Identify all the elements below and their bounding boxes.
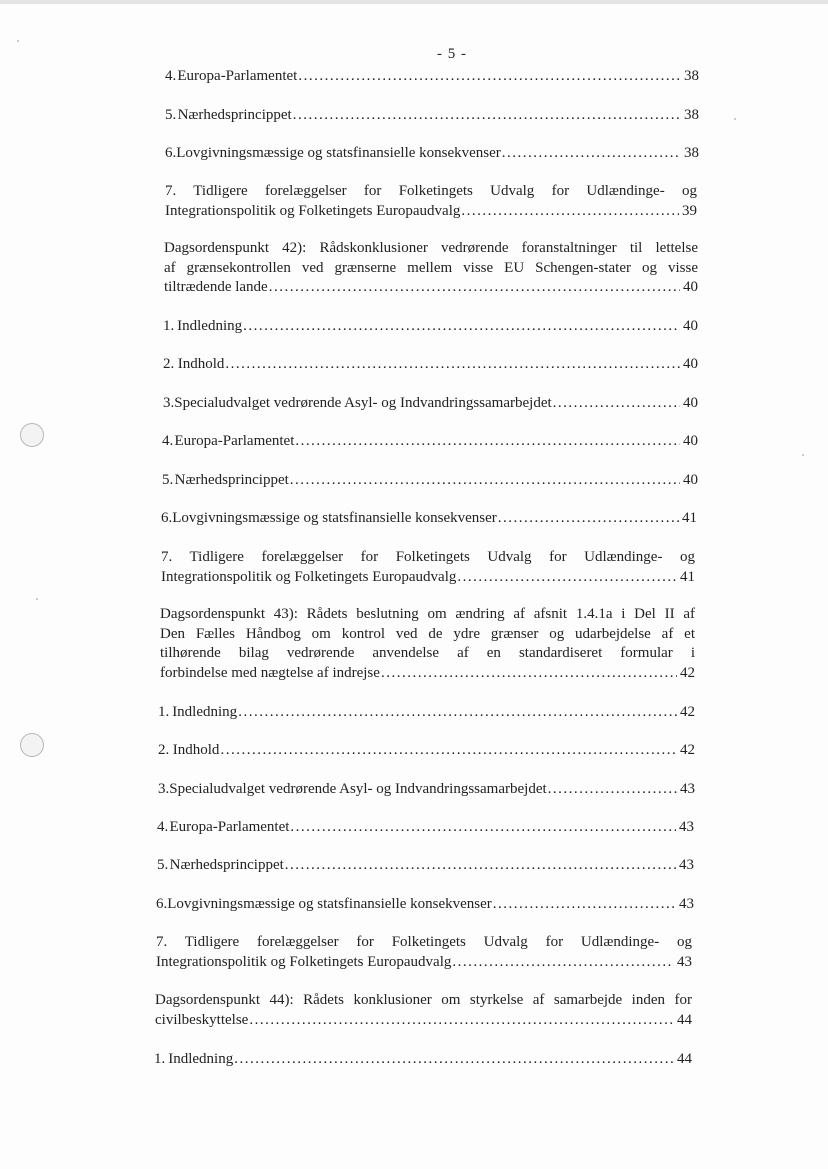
toc-entry-page: 44 xyxy=(677,1051,692,1067)
toc-entry-title: Lovgivningsmæssige og statsfinansielle konsekvenser xyxy=(172,510,497,526)
toc-leader-dots xyxy=(290,471,680,491)
toc-entry-number: 5. xyxy=(157,857,169,873)
toc-entry-number: 4. xyxy=(157,819,169,835)
toc-entry-line xyxy=(157,818,694,838)
toc-entry xyxy=(157,856,694,876)
toc-entry-line xyxy=(165,144,699,164)
toc-leader-dots xyxy=(249,1011,674,1031)
toc-entry-heading-line: Dagsordenspunkt 43): Rådets beslutning om ændring af afsnit 1.4.1a i Del II af xyxy=(160,606,695,622)
toc-entry-line xyxy=(158,741,695,761)
toc-entry xyxy=(162,471,698,491)
toc-entry-number: 2. xyxy=(163,356,175,372)
toc-entry-title: Lovgivningsmæssige og statsfinansielle konsekvenser xyxy=(176,145,501,161)
toc-entry-line xyxy=(163,355,698,375)
toc-entry-line xyxy=(162,471,698,491)
page-number: - 5 - xyxy=(437,46,467,62)
toc-entry-page: 43 xyxy=(680,781,695,797)
toc-entry-page: 42 xyxy=(680,704,695,720)
toc-entry-line xyxy=(162,432,698,452)
toc-leader-dots xyxy=(225,355,680,375)
toc-entry-title: civilbeskyttelse xyxy=(155,1011,249,1028)
toc-entry-number: 6. xyxy=(161,510,173,526)
toc-entry-page: 38 xyxy=(684,145,699,161)
toc-leader-dots xyxy=(493,895,676,915)
toc-entry-heading-line: tilhørende bilag vedrørende anvendelse af en standardiseret formular i xyxy=(160,645,695,661)
toc-entry-title: tiltrædende lande xyxy=(164,279,268,295)
toc-leader-dots xyxy=(285,856,676,876)
toc-leader-dots xyxy=(553,394,680,414)
toc-entry-page: 39 xyxy=(682,202,697,219)
toc-entry-number: 3. xyxy=(158,781,170,797)
toc-entry xyxy=(155,991,692,1030)
toc-entry-page: 43 xyxy=(679,819,694,835)
toc-entry xyxy=(158,741,695,761)
toc-entry-title: Nærhedsprincippet xyxy=(177,107,292,123)
toc-entry-line xyxy=(165,67,699,87)
toc-entry-page: 40 xyxy=(683,279,698,295)
toc-entry-title: Indledning xyxy=(168,1051,234,1067)
toc-leader-dots xyxy=(220,741,677,761)
toc-entry-title: Europa-Parlamentet xyxy=(174,433,295,449)
toc-entry-line xyxy=(157,856,694,876)
toc-entry-title: Europa-Parlamentet xyxy=(177,68,298,84)
toc-entry xyxy=(163,317,698,337)
toc-leader-dots xyxy=(243,317,680,337)
toc-entry-title: Europa-Parlamentet xyxy=(169,819,290,835)
toc-entry-line xyxy=(161,509,697,529)
toc-entry-page: 42 xyxy=(680,742,695,758)
toc-entry-page: 40 xyxy=(683,472,698,488)
toc-entry-heading-line: Den Fælles Håndbog om kontrol ved de ydre grænser og udarbejdelse af et xyxy=(160,625,695,642)
toc-entry-title: Indhold xyxy=(177,356,225,372)
toc-entry xyxy=(165,67,699,87)
toc-entry-page: 40 xyxy=(683,433,698,449)
toc-entry xyxy=(161,509,697,529)
toc-entry xyxy=(157,818,694,838)
toc-leader-dots xyxy=(548,780,677,800)
toc-entry-number: 6. xyxy=(156,896,168,912)
toc-leader-dots xyxy=(269,278,680,298)
toc-entry-page: 42 xyxy=(680,664,695,681)
toc-leader-dots xyxy=(238,703,677,723)
toc-leader-dots xyxy=(295,432,680,452)
toc-entry-number: 2. xyxy=(158,742,170,758)
toc-entry-heading-line: Dagsordenspunkt 42): Rådskonklusioner vedrørende foranstaltninger til lettelse xyxy=(164,240,698,256)
toc-entry-number: 4. xyxy=(162,433,174,449)
toc-entry-line xyxy=(158,703,695,723)
toc-entry-title: Nærhedsprincippet xyxy=(174,472,289,488)
toc-entry-lead-line: 7. Tidligere forelæggelser for Folketingets Udvalg for Udlændinge- og xyxy=(156,934,692,950)
toc-entry-page: 41 xyxy=(682,510,697,526)
toc-entry-lead-line: 7. Tidligere forelæggelser for Folketingets Udvalg for Udlændinge- og xyxy=(161,549,695,565)
toc-entry-line xyxy=(165,202,697,222)
toc-entry-title: Integrationspolitik og Folketingets Europaudvalg xyxy=(156,953,452,970)
toc-leader-dots xyxy=(293,106,681,126)
toc-entry-title: Integrationspolitik og Folketingets Europaudvalg xyxy=(161,568,457,585)
toc-entry-title: Specialudvalget vedrørende Asyl- og Indvandringssamarbejdet xyxy=(169,781,547,797)
toc-entry-page: 43 xyxy=(679,857,694,873)
toc-entry-number: 4. xyxy=(165,68,177,84)
toc-entry-number: 6. xyxy=(165,145,177,161)
toc-entry-line xyxy=(161,568,695,588)
toc-entry-title: Integrationspolitik og Folketingets Europaudvalg xyxy=(165,202,461,219)
toc-entry-number: 3. xyxy=(163,395,175,411)
toc-entry xyxy=(165,182,697,221)
toc-leader-dots xyxy=(234,1050,674,1070)
toc-entry-line xyxy=(163,394,698,414)
toc-entry-number: 1. xyxy=(163,318,175,334)
toc-entry xyxy=(164,239,698,298)
toc-entry xyxy=(163,355,698,375)
toc-entry-number: 5. xyxy=(165,107,177,123)
toc-entry-lead-line: 7. Tidligere forelæggelser for Folketingets Udvalg for Udlændinge- og xyxy=(165,183,697,199)
toc-entry-page: 43 xyxy=(679,896,694,912)
toc-entry-title: Specialudvalget vedrørende Asyl- og Indvandringssamarbejdet xyxy=(174,395,552,411)
toc-entry-title: Lovgivningsmæssige og statsfinansielle konsekvenser xyxy=(167,896,492,912)
toc-entry-line xyxy=(155,1011,692,1031)
toc-entry-line xyxy=(163,317,698,337)
toc-entry-line xyxy=(165,106,699,126)
toc-entry-number: 1. xyxy=(158,704,170,720)
toc-entry-page: 40 xyxy=(683,356,698,372)
toc-entry-page: 38 xyxy=(684,68,699,84)
toc-entry-line xyxy=(160,664,695,684)
toc-entry-title: Indledning xyxy=(177,318,243,334)
toc-entry xyxy=(162,432,698,452)
toc-leader-dots xyxy=(381,664,677,684)
toc-entry xyxy=(158,780,695,800)
toc-entry xyxy=(156,933,692,972)
toc-leader-dots xyxy=(502,144,681,164)
toc-entry-number: 1. xyxy=(154,1051,166,1067)
toc-leader-dots xyxy=(452,953,674,973)
toc-leader-dots xyxy=(461,202,679,222)
toc-entry xyxy=(154,1050,692,1070)
toc-entry xyxy=(161,548,695,587)
toc-entry-number: 5. xyxy=(162,472,174,488)
toc-entry-title: Indhold xyxy=(172,742,220,758)
toc-entry-title: Nærhedsprincippet xyxy=(169,857,284,873)
toc-entry-page: 40 xyxy=(683,318,698,334)
toc-entry xyxy=(165,106,699,126)
toc-entry xyxy=(156,895,694,915)
toc-leader-dots xyxy=(457,568,677,588)
toc-entry-heading-line: Dagsordenspunkt 44): Rådets konklusioner om styrkelse af samarbejde inden for xyxy=(155,992,692,1008)
toc-entry xyxy=(165,144,699,164)
toc-entry xyxy=(163,394,698,414)
toc-entry-heading-line: af grænsekontrollen ved grænserne mellem visse EU Schengen-stater og visse xyxy=(164,259,698,276)
toc-entry-page: 38 xyxy=(684,107,699,123)
toc-entry-page: 44 xyxy=(677,1011,692,1028)
toc-entry-page: 41 xyxy=(680,568,695,585)
toc-entry-title: forbindelse med nægtelse af indrejse xyxy=(160,664,380,681)
toc-leader-dots xyxy=(298,67,681,87)
toc-entry-title: Indledning xyxy=(172,704,238,720)
toc-entry-page: 40 xyxy=(683,395,698,411)
toc-entry-page: 43 xyxy=(677,953,692,970)
toc-entry-line xyxy=(158,780,695,800)
toc-leader-dots xyxy=(498,509,679,529)
toc-entry-line xyxy=(156,953,692,973)
toc-entry-line xyxy=(164,278,698,298)
toc-entry xyxy=(158,703,695,723)
toc-leader-dots xyxy=(290,818,676,838)
toc-entry-line xyxy=(154,1050,692,1070)
toc-entry-line xyxy=(156,895,694,915)
toc-entry xyxy=(160,605,695,683)
